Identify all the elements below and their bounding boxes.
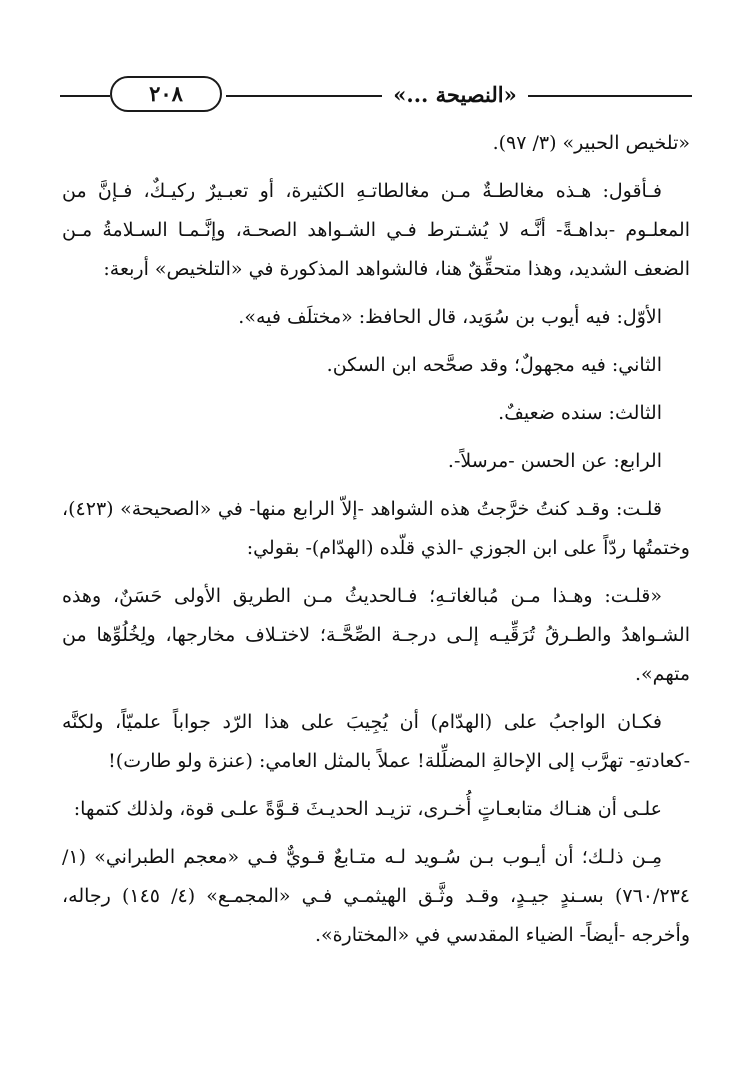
- list-item-second: الثاني: فيه مجهولٌ؛ وقد صحَّحه ابن السكن.: [326, 354, 662, 376]
- list-item-fourth: الرابع: عن الحسن -مرسلاً-.: [447, 450, 662, 472]
- paragraph-duty: فكـان الواجبُ على (الهدّام) أن يُجِيبَ على هذا الرّد جواباً علميّاً، ولكنَّه -كعادتهِ- تهرَّب إلى الإحالةِ المضلِّلة! عملاً بالمثل العامي: (عنزة ولو طارت)!: [62, 711, 690, 772]
- page-header: [60, 68, 692, 112]
- citation-line: «تلخيص الحبير» (٣/ ٩٧).: [492, 132, 690, 154]
- paragraph-said: قلـت: وقـد كنتُ خرَّجتُ هذه الشواهد -إلاّ الرابع منها- في «الصحيحة» (٤٢٣)، وختمتُها ردّاً على ابن الجوزي -الذي قلّده (الهدّام)- بقولي:: [62, 498, 690, 559]
- paragraph-corroborations: علـى أن هنـاك متابعـاتٍ أُخـرى، تزيـد الحديـثَ قـوَّةً علـى قوة، ولذلك كتمها:: [73, 798, 662, 820]
- page-body: [62, 124, 690, 955]
- paragraph-reply: فـأقول: هـذه مغالطـةٌ مـن مغالطاتـهِ الكثيرة، أو تعبـيرٌ ركيـكٌ، فـإنَّ من المعلـوم -بداهـةً- أنَّـه لا يُشـترط فـي الشـواهد الصحـة، وإنَّـمـا السـلامةُ مـن الضعف الشديد، وهذا متحقِّقٌ هنا، فالشواهد المذكورة في «التلخيص» أربعة:: [62, 180, 690, 280]
- paragraph-example: مِـن ذلـك؛ أن أيـوب بـن سُـويد لـه متـابعٌ قـويٌّ فـي «معجم الطبراني» (١/ ٧٦٠/٢٣٤) بسـندٍ جيـدٍ، وقـد وثَّـق الهيثمـي فـي «المجمـع» (٤/ ١٤٥) رجاله، وأخرجه -أيضاً- الضياء المقدسي في «المختارة».: [62, 846, 691, 946]
- header-rule-left: [60, 95, 110, 97]
- header-rule-middle: [226, 95, 382, 97]
- quoted-passage: «قلـت: وهـذا مـن مُبالغاتـهِ؛ فـالحديثُ مـن الطريق الأولى حَسَنٌ، وهذه الشـواهدُ والطـرقُ تُرَقِّيـه إلـى درجـة الصِّحَّـة؛ لاختـلاف مخارجها، ولِخُلُوِّها من متهم».: [62, 585, 690, 685]
- running-title: «النصيحة ...»: [393, 82, 517, 107]
- list-item-third: الثالث: سنده ضعيفٌ.: [498, 402, 662, 424]
- header-rule-right: [528, 95, 692, 97]
- list-item-first: الأوّل: فيه أيوب بن سُوَيد، قال الحافظ: «مختلَف فيه».: [238, 306, 662, 328]
- page-number: ٢٠٨: [110, 76, 222, 112]
